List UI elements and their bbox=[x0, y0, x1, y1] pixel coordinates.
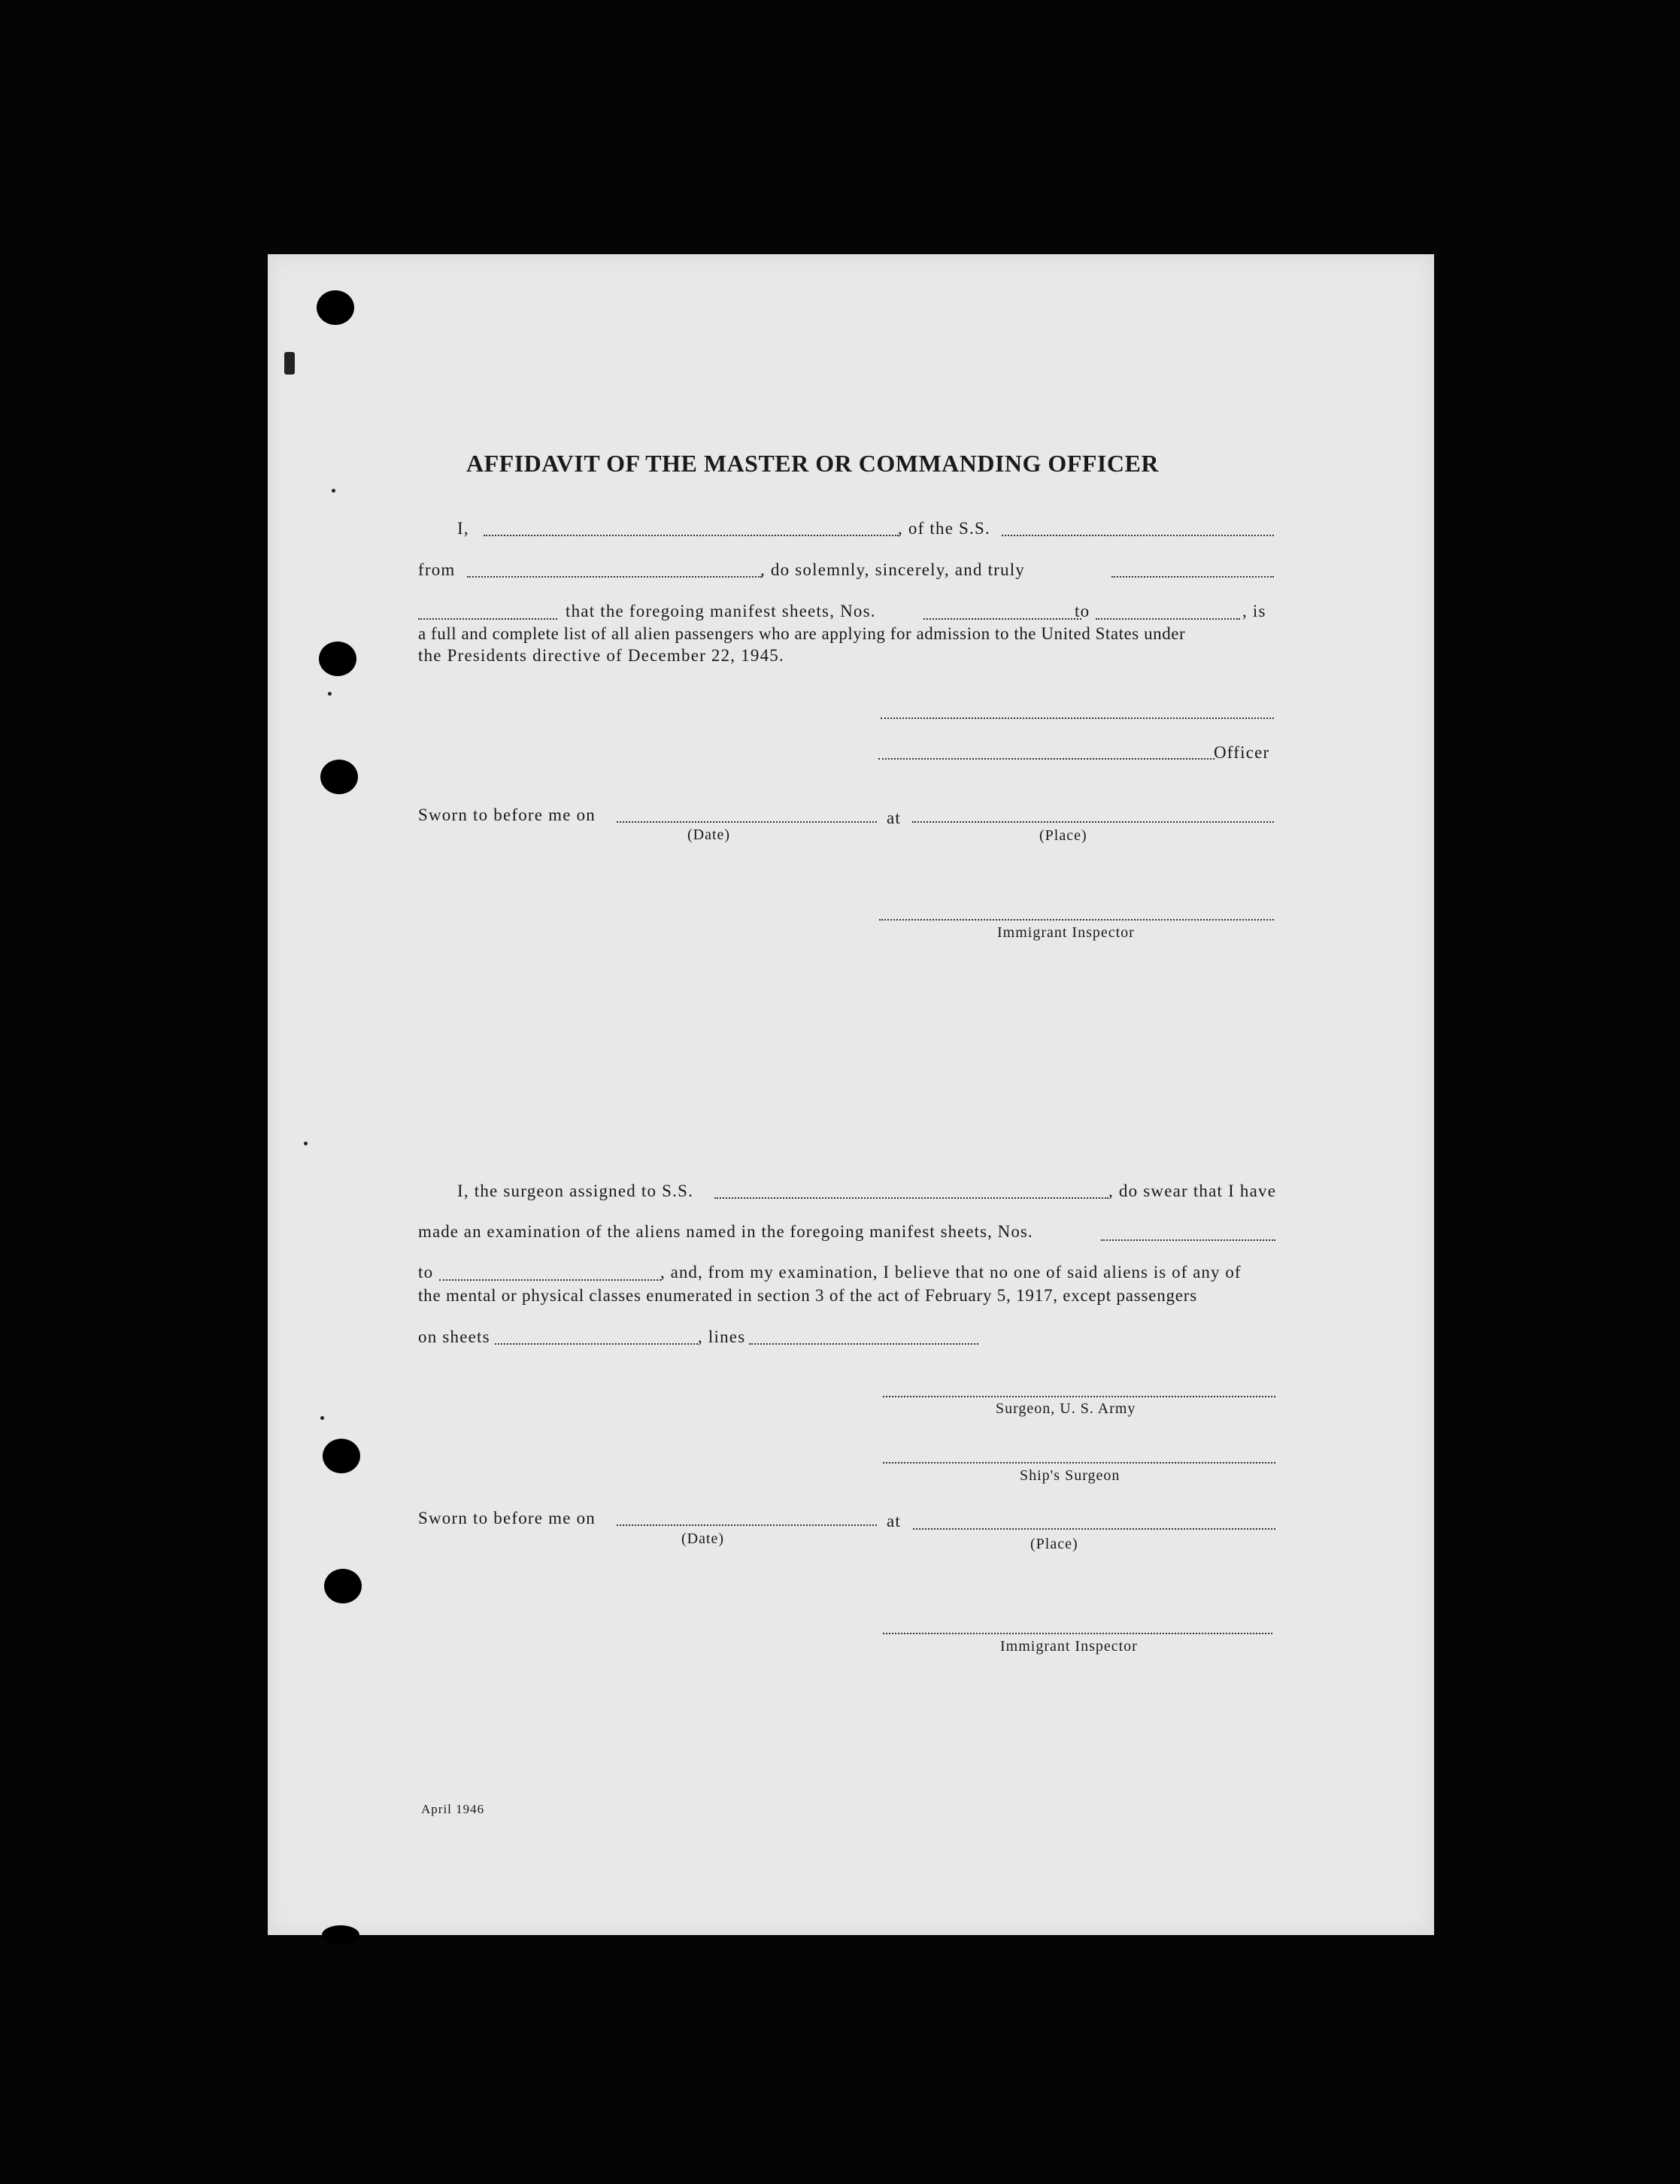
master-ship-blank[interactable] bbox=[1002, 535, 1274, 536]
officer-signature-blank[interactable] bbox=[881, 717, 1274, 719]
surgeon-inspector-blank[interactable] bbox=[883, 1633, 1272, 1634]
master-inspector-label: Immigrant Inspector bbox=[997, 924, 1135, 941]
master-line5: the Presidents directive of December 22, 1945. bbox=[418, 646, 784, 665]
surgeon-inspector-label: Immigrant Inspector bbox=[1000, 1638, 1138, 1655]
master-verb-blank[interactable] bbox=[418, 618, 557, 620]
master-oath-blank[interactable] bbox=[1111, 576, 1274, 578]
army-surgeon-signature-blank[interactable] bbox=[883, 1396, 1275, 1397]
surgeon-line2: made an examination of the aliens named in the foregoing manifest sheets, Nos. bbox=[418, 1222, 1033, 1241]
master-line1-of: , of the S.S. bbox=[898, 519, 990, 538]
surgeon-place-caption: (Place) bbox=[1030, 1536, 1078, 1552]
surgeon-line3-rest: , and, from my examination, I believe that no one of said aliens is of any of bbox=[660, 1263, 1242, 1282]
master-place-caption: (Place) bbox=[1039, 827, 1087, 844]
surgeon-date-caption: (Date) bbox=[681, 1530, 725, 1547]
surgeon-sworn-place-blank[interactable] bbox=[913, 1528, 1275, 1530]
master-sworn-date-blank[interactable] bbox=[617, 821, 877, 823]
punch-hole bbox=[317, 290, 354, 325]
master-port-blank[interactable] bbox=[467, 576, 762, 578]
punch-hole bbox=[322, 1925, 359, 1945]
surgeon-line1-a: I, the surgeon assigned to S.S. bbox=[457, 1181, 694, 1200]
surgeon-nos-from-blank[interactable] bbox=[1101, 1239, 1275, 1241]
master-sworn-label: Sworn to before me on bbox=[418, 805, 596, 824]
master-nos-to-blank[interactable] bbox=[1096, 618, 1240, 620]
ship-surgeon-label: Ship's Surgeon bbox=[1020, 1467, 1121, 1484]
officer-label: Officer bbox=[1214, 743, 1270, 762]
surgeon-line3-to: to bbox=[418, 1263, 434, 1282]
master-line2-from: from bbox=[418, 560, 456, 579]
master-sworn-at: at bbox=[887, 808, 901, 827]
surgeon-line5-on: on sheets bbox=[418, 1327, 490, 1346]
surgeon-sheets-blank[interactable] bbox=[495, 1343, 698, 1345]
ship-surgeon-signature-blank[interactable] bbox=[883, 1462, 1275, 1464]
master-name-blank[interactable] bbox=[484, 535, 899, 536]
master-line3-that: that the foregoing manifest sheets, Nos. bbox=[566, 602, 876, 620]
master-sworn-place-blank[interactable] bbox=[912, 821, 1274, 823]
punch-hole bbox=[319, 642, 356, 676]
surgeon-nos-to-blank[interactable] bbox=[439, 1279, 661, 1281]
surgeon-sworn-label: Sworn to before me on bbox=[418, 1509, 596, 1527]
master-inspector-blank[interactable] bbox=[879, 919, 1274, 921]
surgeon-line4: the mental or physical classes enumerated in section 3 of the act of February 5, 1917, except passengers bbox=[418, 1286, 1197, 1305]
surgeon-lines-blank[interactable] bbox=[749, 1343, 978, 1345]
army-surgeon-label: Surgeon, U. S. Army bbox=[996, 1400, 1136, 1417]
master-line1-i: I, bbox=[457, 519, 469, 538]
surgeon-sworn-at: at bbox=[887, 1512, 901, 1530]
speck bbox=[328, 692, 332, 696]
master-date-caption: (Date) bbox=[687, 827, 731, 843]
master-line2-solemnly: , do solemnly, sincerely, and truly bbox=[760, 560, 1026, 579]
master-nos-from-blank[interactable] bbox=[923, 618, 1081, 620]
form-edition-date: April 1946 bbox=[421, 1802, 485, 1816]
master-line3-to: to bbox=[1075, 602, 1090, 620]
surgeon-sworn-date-blank[interactable] bbox=[617, 1524, 877, 1526]
form-title: AFFIDAVIT OF THE MASTER OR COMMANDING OFFICER bbox=[466, 450, 1159, 477]
surgeon-line5-lines: , lines bbox=[698, 1327, 746, 1346]
surgeon-line1-b: , do swear that I have bbox=[1108, 1181, 1277, 1200]
speck bbox=[320, 1416, 324, 1420]
punch-hole bbox=[320, 760, 358, 794]
officer-title-blank[interactable] bbox=[878, 758, 1215, 760]
speck bbox=[332, 489, 335, 493]
affidavit-form-sheet bbox=[268, 254, 1434, 1935]
master-line3-is: , is bbox=[1242, 602, 1266, 620]
speck bbox=[284, 352, 295, 375]
master-line4: a full and complete list of all alien passengers who are applying for admission to the United States under bbox=[418, 624, 1186, 643]
speck bbox=[304, 1142, 308, 1145]
punch-hole bbox=[323, 1439, 360, 1473]
punch-hole bbox=[324, 1569, 362, 1603]
surgeon-ship-blank[interactable] bbox=[714, 1197, 1108, 1199]
